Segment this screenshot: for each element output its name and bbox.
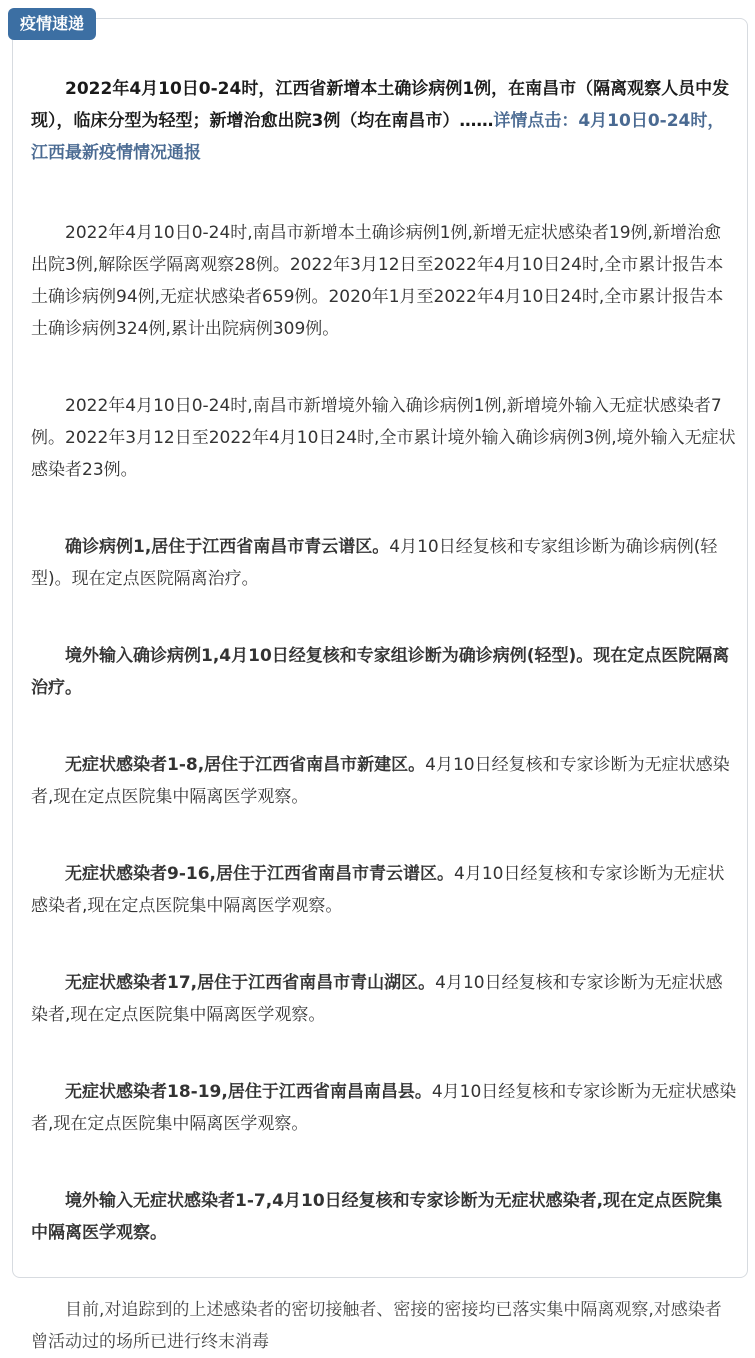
paragraph-2-text: 2022年4月10日0-24时,南昌市新增境外输入确诊病例1例,新增境外输入无症状感染者7例。2022年3月12日至2022年4月10日24时,全市累计境外输入确诊病例3例,境外输入无症状感染者23例。 xyxy=(31,396,736,480)
article-card xyxy=(12,18,748,1352)
paragraph-10 xyxy=(31,1294,737,1358)
paragraph-10-text: 目前,对追踪到的上述感染者的密切接触者、密接的密接均已落实集中隔离观察,对感染者曾活动过的场所已进行终末消毒 xyxy=(31,1300,722,1352)
lead-text: 2022年4月10日0-24时，江西省新增本土确诊病例1例，在南昌市（隔离观察人员中发现），临床分型为轻型；新增治愈出院3例（均在南昌市）…… xyxy=(31,79,730,131)
detail-link-prefix[interactable]: 详情点击： xyxy=(493,111,579,131)
paragraph-1 xyxy=(31,217,737,345)
paragraph-5-bold: 无症状感染者1-8,居住于江西省南昌市新建区。 xyxy=(65,755,426,775)
paragraph-4 xyxy=(31,640,737,704)
paragraph-2 xyxy=(31,390,737,486)
paragraph-3-text: 4月10日经复核和专家组诊断为确诊病例(轻型)。现在定点医院隔离治疗。 xyxy=(31,537,718,589)
paragraph-6-text: 4月10日经复核和专家诊断为无症状感染者,现在定点医院集中隔离医学观察。 xyxy=(31,864,725,916)
paragraph-3-bold: 确诊病例1,居住于江西省南昌市青云谱区。 xyxy=(65,537,390,557)
article-content xyxy=(31,73,737,1358)
paragraph-1-text: 2022年4月10日0-24时,南昌市新增本土确诊病例1例,新增无症状感染者19例,新增治愈出院3例,解除医学隔离观察28例。2022年3月12日至2022年4月10日24时,全市累计报告本土确诊病例94例,无症状感染者659例。2020年1月至2022年4月10日24时,全市累计报告本土确诊病例324例,累计出院病例309例。 xyxy=(31,223,724,339)
paragraph-8 xyxy=(31,1076,737,1140)
paragraph-5 xyxy=(31,749,737,813)
paragraph-4-bold: 境外输入确诊病例1,4月10日经复核和专家组诊断为确诊病例(轻型)。现在定点医院隔离治疗。 xyxy=(31,646,730,698)
paragraph-9 xyxy=(31,1185,737,1249)
paragraph-5-text: 4月10日经复核和专家诊断为无症状感染者,现在定点医院集中隔离医学观察。 xyxy=(31,755,730,807)
paragraph-8-bold: 无症状感染者18-19,居住于江西省南昌南昌县。 xyxy=(65,1082,432,1102)
section-tag: 疫情速递 xyxy=(8,8,96,40)
detail-link-title[interactable]: 4月10日0-24时，江西最新疫情情况通报 xyxy=(31,111,725,163)
paragraph-9-bold: 境外输入无症状感染者1-7,4月10日经复核和专家诊断为无症状感染者,现在定点医院集中隔离医学观察。 xyxy=(31,1191,723,1243)
paragraph-6-bold: 无症状感染者9-16,居住于江西省南昌市青云谱区。 xyxy=(65,864,454,884)
paragraph-7 xyxy=(31,967,737,1031)
paragraph-3 xyxy=(31,531,737,595)
paragraph-7-bold: 无症状感染者17,居住于江西省南昌市青山湖区。 xyxy=(65,973,436,993)
paragraph-6 xyxy=(31,858,737,922)
paragraph-7-text: 4月10日经复核和专家诊断为无症状感染者,现在定点医院集中隔离医学观察。 xyxy=(31,973,723,1025)
paragraph-8-text: 4月10日经复核和专家诊断为无症状感染者,现在定点医院集中隔离医学观察。 xyxy=(31,1082,737,1134)
lead-paragraph xyxy=(31,73,737,169)
